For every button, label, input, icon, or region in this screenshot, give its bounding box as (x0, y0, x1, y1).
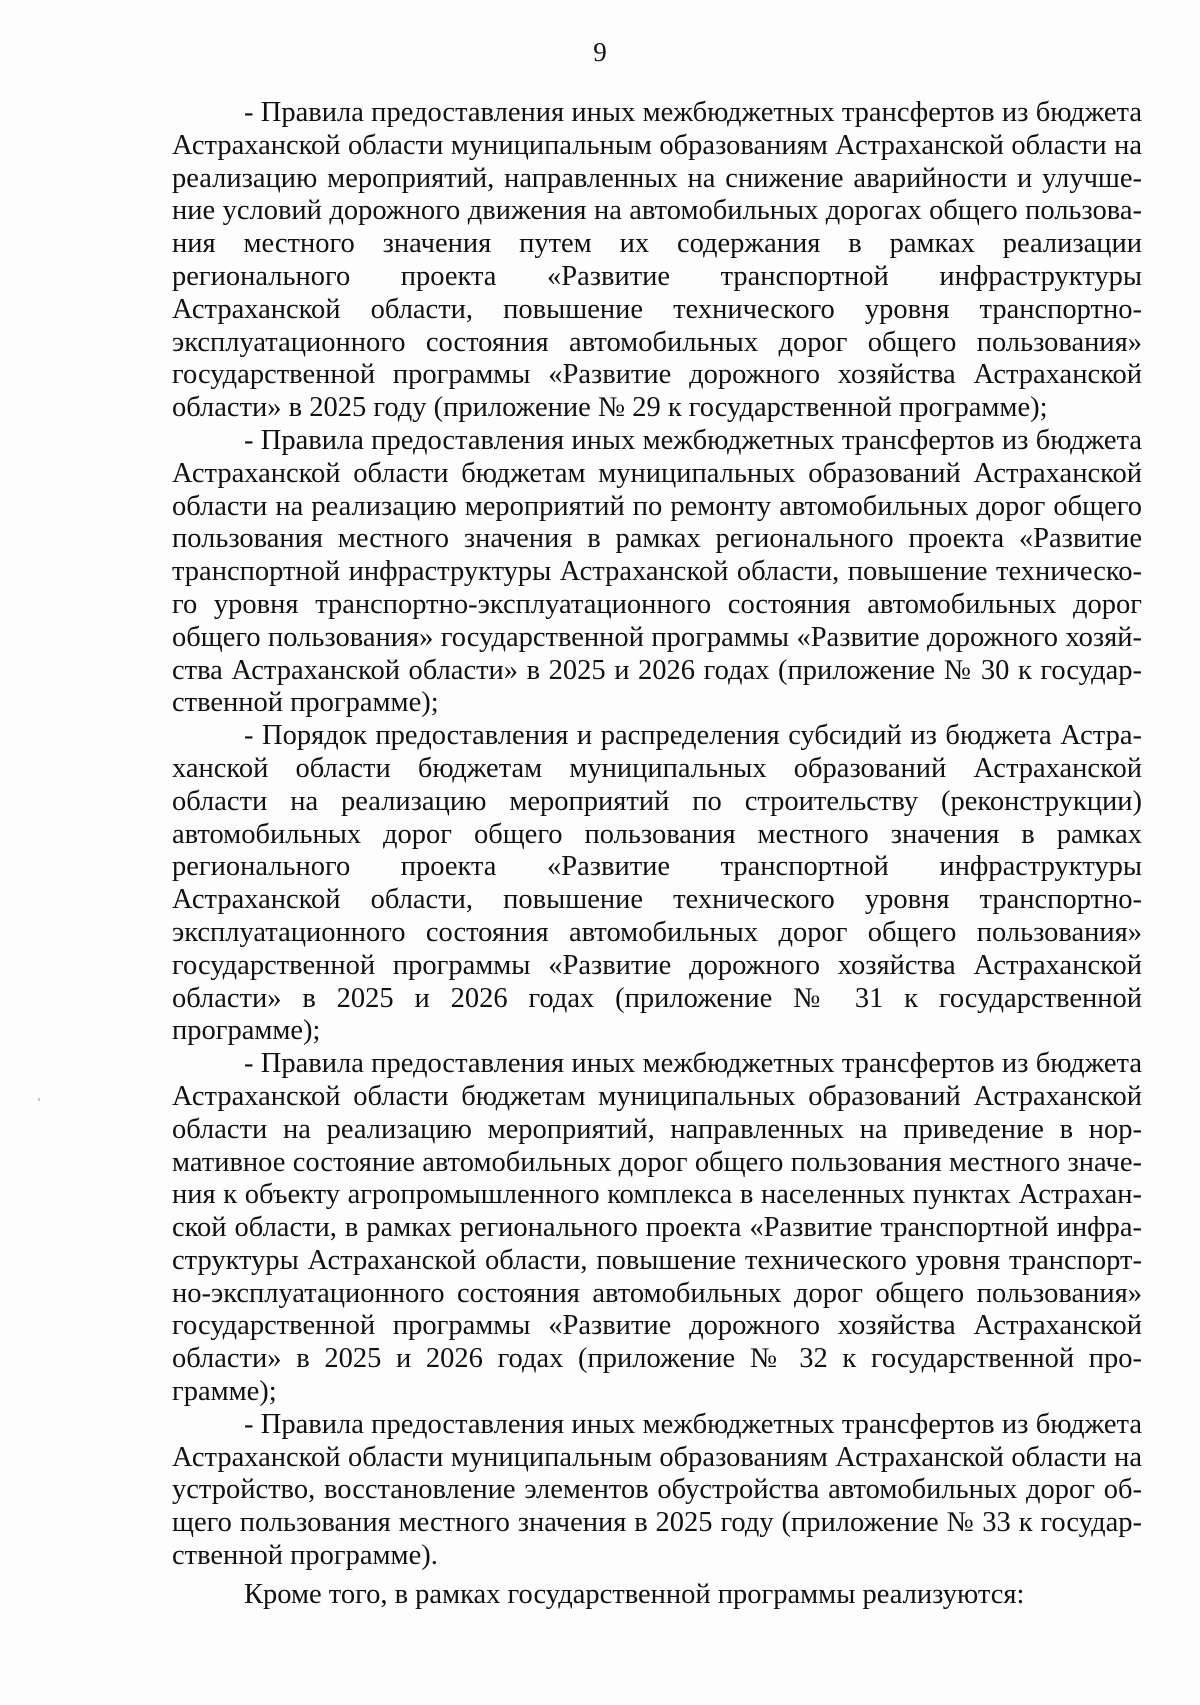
scan-speck (38, 1098, 40, 1101)
page-number: 9 (593, 37, 607, 67)
paragraph-appendix-30: - Правила предоставления иных межбюджетных трансфертов из бюджета Астраханской области бюджетам муниципальных образований Астраханской области на реализацию мероприятий по ремонту автомобильных дорог общего пользования местного значения в рамках регионального проекта «Развитие транспортной инфраструктуры Астраханской области, повышение технического уровня транспортно-эксплуатационного состояния автомобильных дорог общего пользования» государственной программы «Развитие дорожного хозяйства Астраханской области» в 2025 и 2026 годах (приложение № 30 к государственной программе); (172, 424, 1142, 719)
paragraph-appendix-29: - Правила предоставления иных межбюджетных трансфертов из бюджета Астраханской области муниципальным образованиям Астраханской области на реализацию мероприятий, направленных на снижение аварийности и улучшение условий дорожного движения на автомобильных дорогах общего пользования местного значения путем их содержания в рамках реализации регионального проекта «Развитие транспортной инфраструктуры Астраханской области, повышение технического уровня транспортно-эксплуатационного состояния автомобильных дорог общего пользования» государственной программы «Развитие дорожного хозяйства Астраханской области» в 2025 году (приложение № 29 к государственной программе); (172, 97, 1142, 424)
paragraph-appendix-32: - Правила предоставления иных межбюджетных трансфертов из бюджета Астраханской области бюджетам муниципальных образований Астраханской области на реализацию мероприятий, направленных на приведение в нормативное состояние автомобильных дорог общего пользования местного значения к объекту агропромышленного комплекса в населенных пунктах Астраханской области, в рамках регионального проекта «Развитие транспортной инфраструктуры Астраханской области, повышение технического уровня транспортно-эксплуатационного состояния автомобильных дорог общего пользования» государственной программы «Развитие дорожного хозяйства Астраханской области» в 2025 и 2026 годах (приложение № 32 к государственной программе); (172, 1048, 1142, 1408)
paragraph-appendix-31: - Порядок предоставления и распределения субсидий из бюджета Астраханской области бюджетам муниципальных образований Астраханской области на реализацию мероприятий по строительству (реконструкции) автомобильных дорог общего пользования местного значения в рамках регионального проекта «Развитие транспортной инфраструктуры Астраханской области, повышение технического уровня транспортно-эксплуатационного состояния автомобильных дорог общего пользования» государственной программы «Развитие дорожного хозяйства Астраханской области» в 2025 и 2026 годах (приложение № 31 к государственной программе); (172, 720, 1142, 1047)
closing-line: Кроме того, в рамках государственной программы реализуются: (244, 1578, 1025, 1610)
document-body (172, 97, 1142, 1612)
paragraph-appendix-33: - Правила предоставления иных межбюджетных трансфертов из бюджета Астраханской области муниципальным образованиям Астраханской области на устройство, восстановление элементов обустройства автомобильных дорог общего пользования местного значения в 2025 году (приложение № 33 к государственной программе). (172, 1408, 1142, 1572)
